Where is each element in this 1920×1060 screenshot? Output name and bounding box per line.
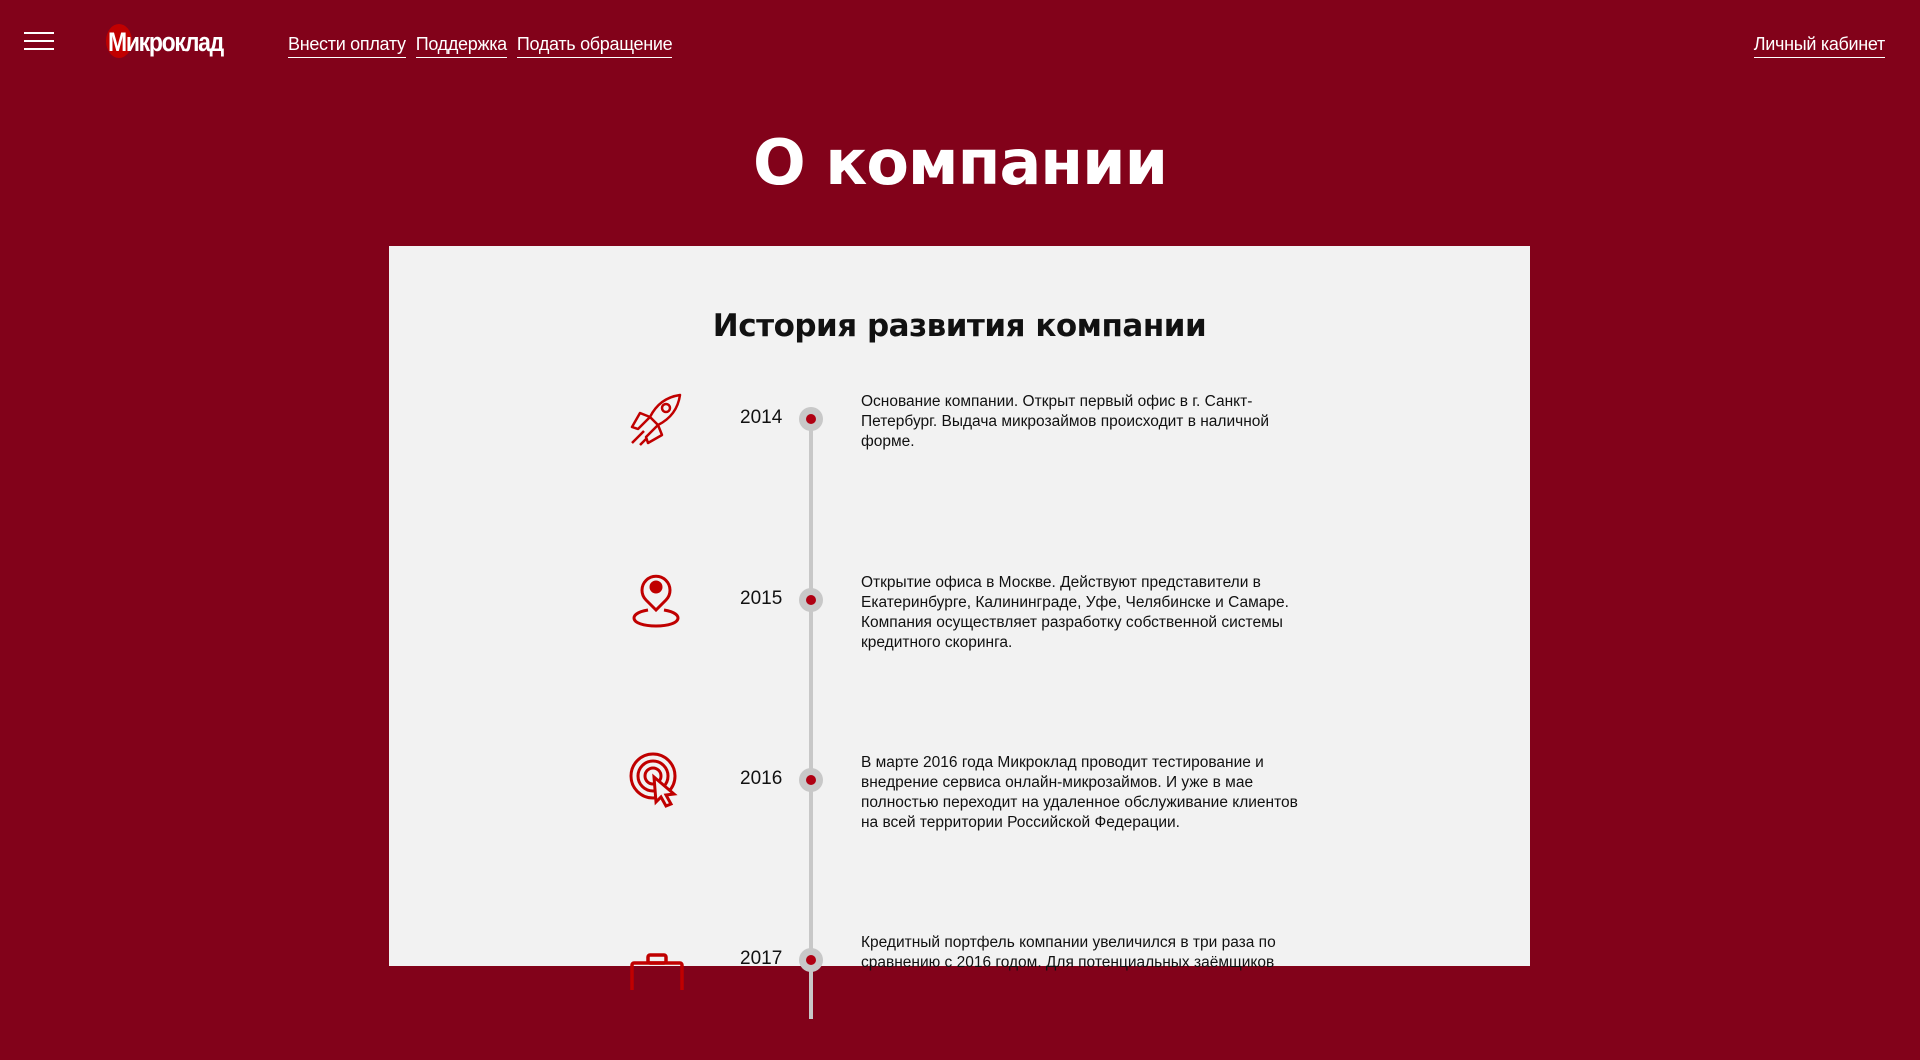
history-title: История развития компании	[712, 308, 1207, 344]
history-card	[389, 246, 1530, 971]
year-label: 2015	[740, 588, 783, 609]
timeline-item	[389, 393, 1530, 519]
menu-icon[interactable]	[24, 32, 54, 50]
timeline-dot	[799, 768, 823, 792]
timeline-item	[389, 574, 1530, 700]
year-label: 2016	[740, 768, 783, 789]
nav-appeal[interactable]: Подать обращение	[517, 34, 672, 58]
timeline-dot	[799, 588, 823, 612]
rocket-icon	[626, 389, 686, 449]
logo-text: Микроклад	[108, 27, 223, 57]
item-text: Основание компании. Открыт первый офис в г. Санкт-Петербург. Выдача микрозаймов происходит в наличной форме.	[861, 393, 1270, 450]
item-text: Открытие офиса в Москве. Действуют представители в Екатеринбурге, Калининграде, Уфе, Челябинске и Самаре. Компания осуществляет разработку собственной системы кредитного скоринга.	[861, 574, 1289, 651]
year-label: 2014	[740, 407, 783, 428]
main-nav	[288, 34, 672, 58]
year-label: 2017	[740, 948, 783, 969]
briefcase-icon	[626, 930, 686, 990]
page-title: О компании	[752, 126, 1168, 199]
header	[0, 0, 1920, 90]
location-pin-icon	[626, 570, 686, 630]
timeline-item	[389, 934, 1530, 1060]
item-text: В марте 2016 года Микроклад проводит тестирование и внедрение сервиса онлайн-микрозаймов. И уже в мае полностью переходит на удаленное обслуживание клиентов на всей территории Российской Федерации.	[861, 754, 1298, 831]
account-link[interactable]: Личный кабинет	[1754, 34, 1885, 58]
item-text: Кредитный портфель компании увеличился в три раза по сравнению с 2016 годом. Для потенциальных заёмщиков	[861, 934, 1276, 971]
timeline-item	[389, 754, 1530, 880]
nav-support[interactable]: Поддержка	[416, 34, 507, 58]
logo[interactable]	[104, 24, 244, 64]
timeline-dot	[799, 407, 823, 431]
nav-pay[interactable]: Внести оплату	[288, 34, 406, 58]
target-cursor-icon	[626, 750, 686, 810]
timeline-dot	[799, 948, 823, 972]
